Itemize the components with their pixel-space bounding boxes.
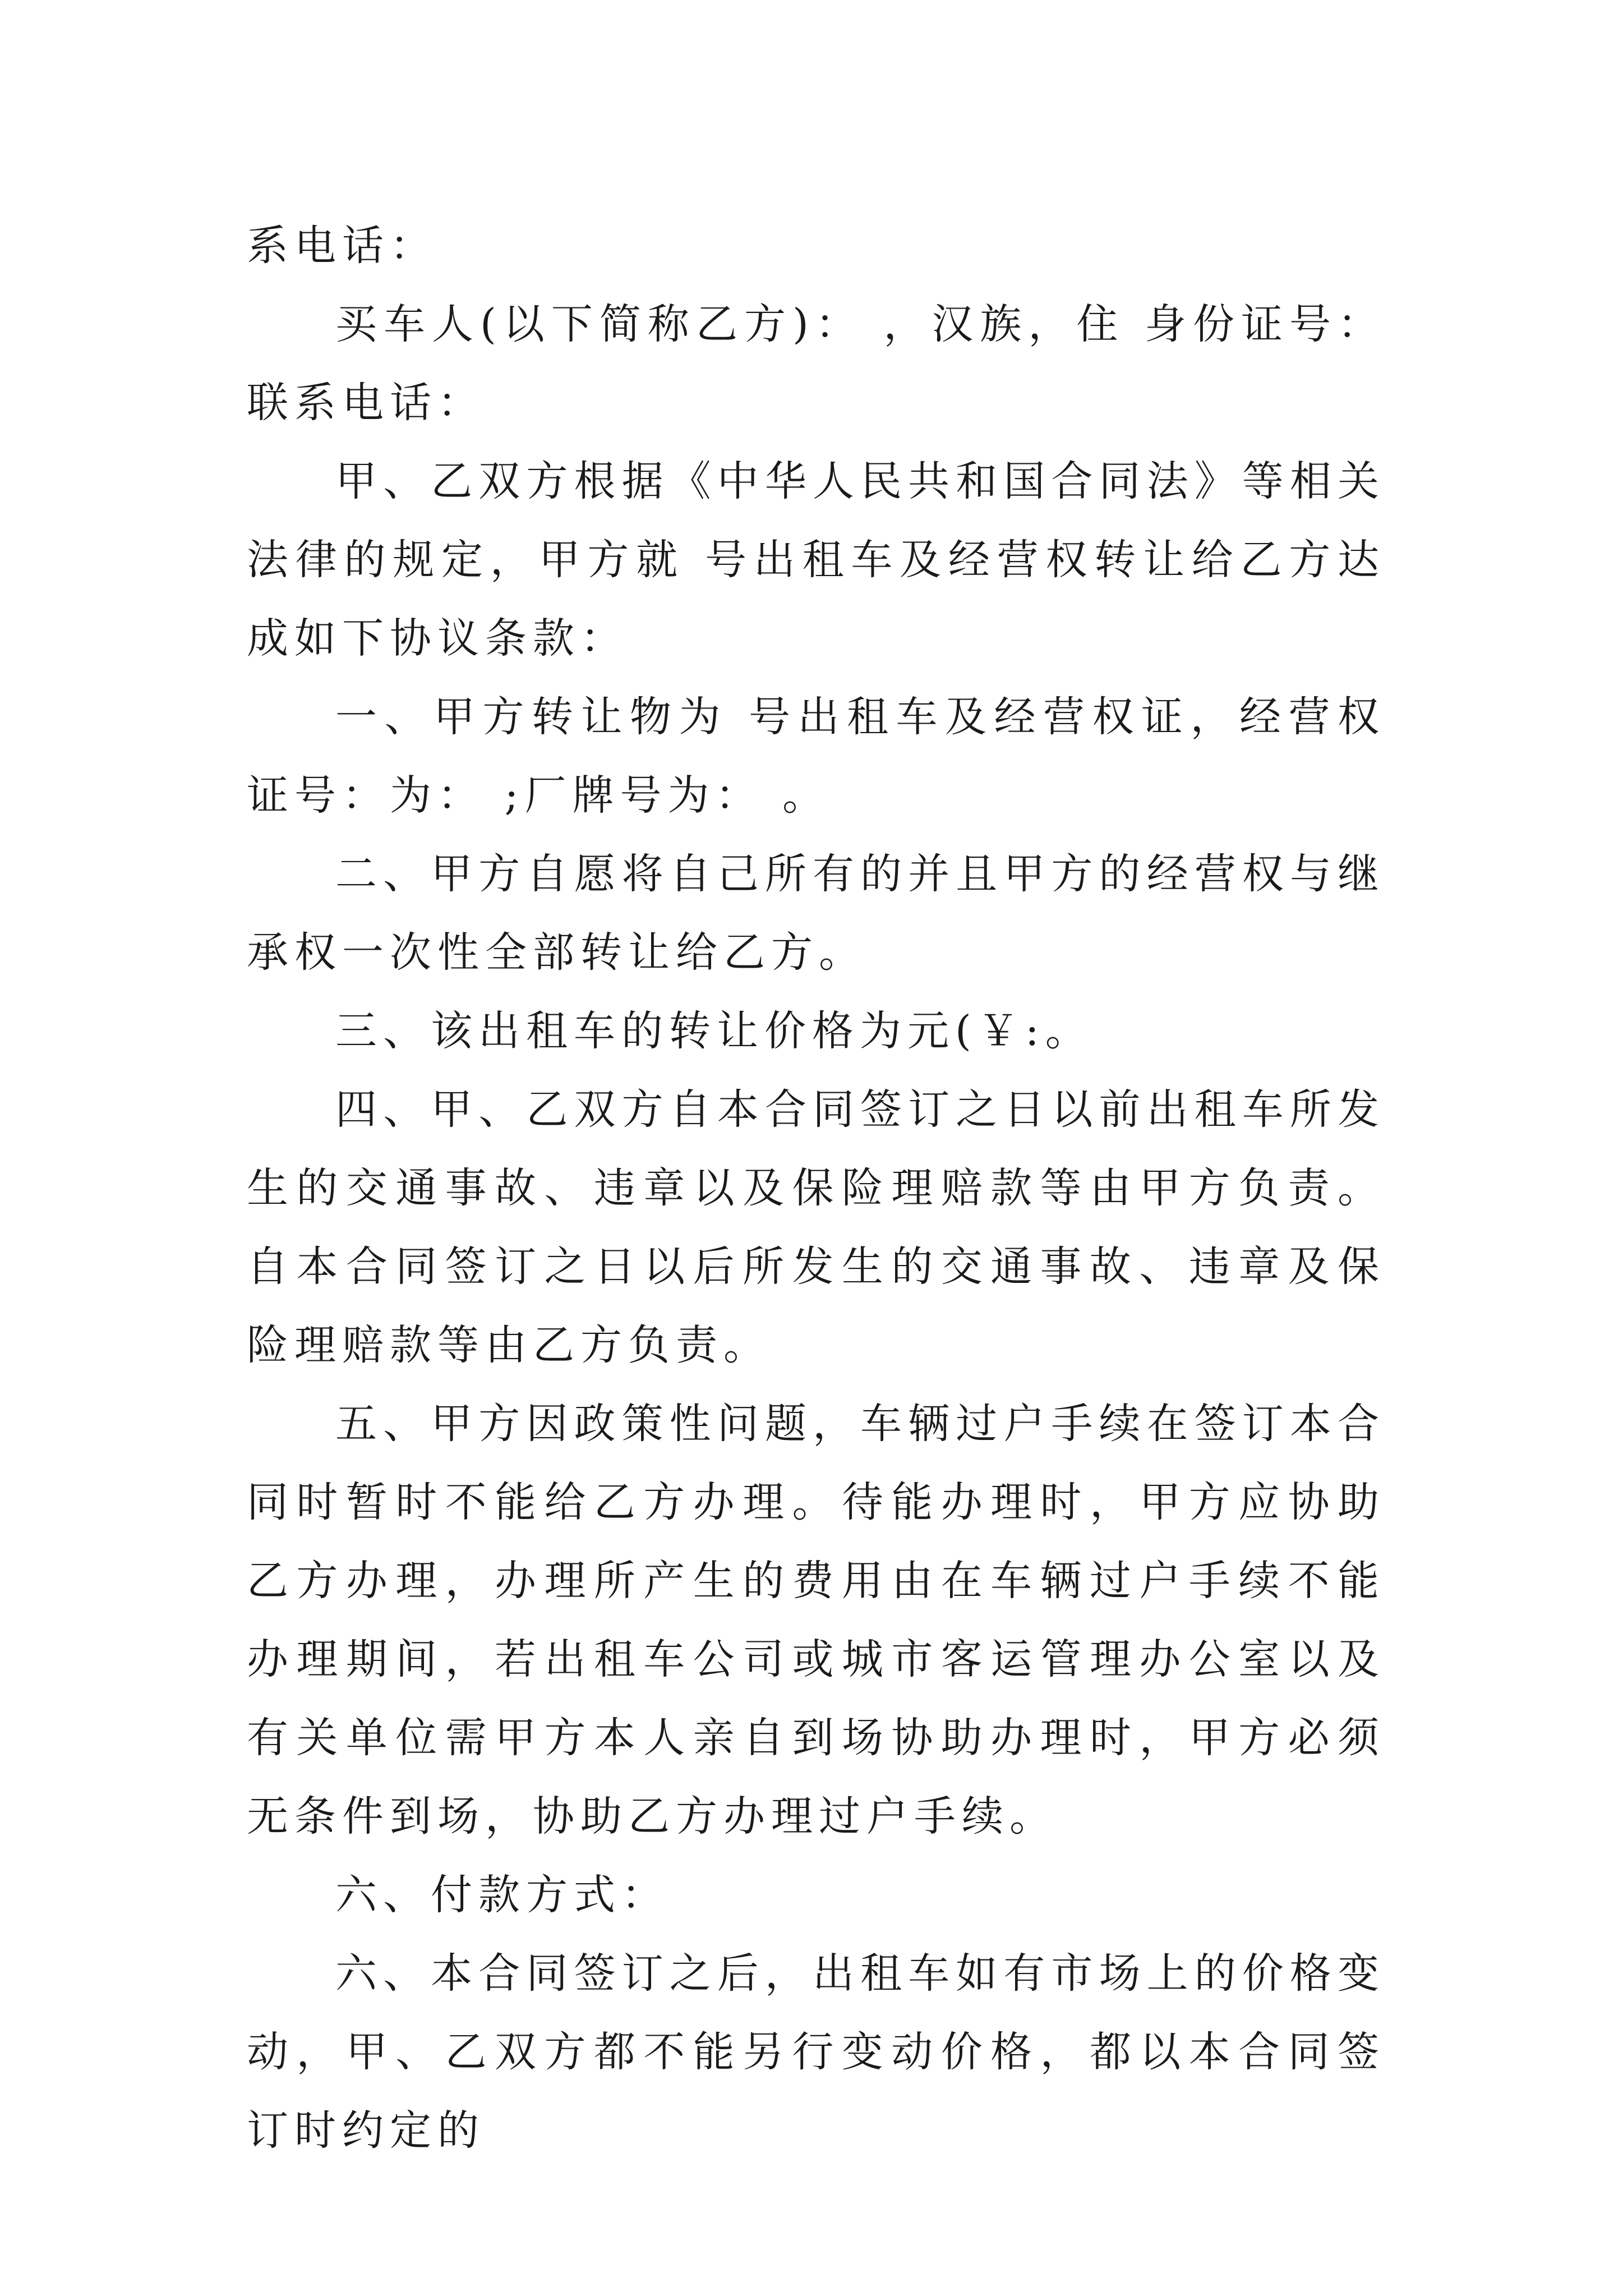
paragraph-contact-phone-tail: 系电话： — [247, 222, 437, 270]
paragraph-clause-3: 三、该出租车的转让价格为元(￥:。 — [335, 1007, 1093, 1055]
paragraph-clause-4: 四、甲、乙双方自本合同签订之日以前出租车所发生的交通事故、违章以及保险理赔款等由甲方负责。自本合同签订之日以后所发生的交通事故、违章及保险理赔款等由乙方负责。 — [247, 1085, 1385, 1369]
paragraph-clause-6-payment: 六、付款方式： — [335, 1871, 669, 1919]
paragraph-clause-2: 二、甲方自愿将自己所有的并且甲方的经营权与继承权一次性全部转让给乙方。 — [247, 850, 1385, 977]
paragraph-clause-1: 一、甲方转让物为 号出租车及经营权证，经营权证号：为： ;厂牌号为： 。 — [247, 693, 1385, 820]
document-body — [247, 206, 1385, 2170]
paragraph-clause-6-price: 六、本合同签订之后，出租车如有市场上的价格变动，甲、乙双方都不能另行变动价格，都以本合同签订时约定的 — [247, 1949, 1385, 2155]
paragraph-clause-5: 五、甲方因政策性问题，车辆过户手续在签订本合同时暂时不能给乙方办理。待能办理时，甲方应协助乙方办理，办理所产生的费用由在车辆过户手续不能办理期间，若出租车公司或城市客运管理办公室以及有关单位需甲方本人亲自到场协助办理时，甲方必须无条件到场，协助乙方办理过户手续。 — [247, 1400, 1385, 1841]
paragraph-agreement-intro: 甲、乙双方根据《中华人民共和国合同法》等相关法律的规定，甲方就 号出租车及经营权转让给乙方达成如下协议条款： — [247, 457, 1385, 662]
paragraph-buyer-info: 买车人(以下简称乙方)： ，汉族，住 身份证号： 联系电话： — [247, 300, 1385, 427]
